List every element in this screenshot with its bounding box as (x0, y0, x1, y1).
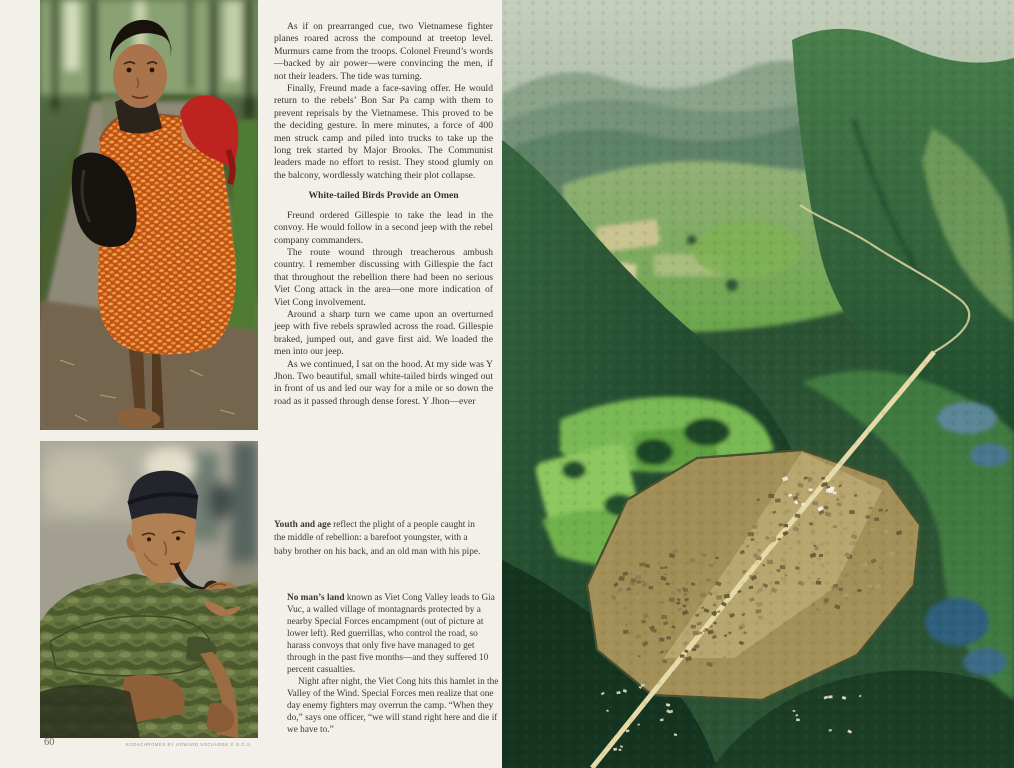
caption-youth-and-age (274, 519, 486, 559)
article-paragraph: As if on prearranged cue, two Vietnamese fighter planes roared across the compound at treetop level. Murmurs came from the troops. Colonel Freund’s words—backed by air power—were convincing the men, if not their leaders. The tide was turning. (274, 21, 493, 82)
article-paragraph: Finally, Freund made a face-saving offer. He would return to the rebels’ Bon Sar Pa camp with them to prevent reprisals by the Vietnamese. This proved to be the deciding gesture. In mere minutes, a force of 400 men struck camp and piled into trucks to take up the long trek started by Major Brooks. The Communist leaders made no effort to resist. They stood glumly on the balcony, wordlessly watching their plot collapse. (274, 83, 493, 181)
old-man-photo-illustration (40, 441, 258, 738)
article-paragraph: Around a sharp turn we came upon an overturned jeep with five rebels sprawled across the road. Gillespie braked, jumped out, and gave first aid. We loaded the men into our jeep. (274, 308, 493, 358)
caption-lead: No man’s land (287, 593, 345, 603)
boy-photo-illustration (40, 0, 258, 430)
article-paragraph: As we continued, I sat on the hood. At my side was Y Jhon. Two beautiful, small white-tailed birds winged out in front of us and led our way for a mile or so down the road as it passed through dense forest. Y Jhon—ever (274, 358, 493, 407)
article-text-column (274, 21, 493, 408)
caption-text: reflect the plight of a people caught in the middle of rebellion: a barefoot youngster, with a baby brother on his back, and an old man with his pipe. (274, 520, 481, 557)
photo-old-man-with-pipe (40, 441, 258, 738)
caption-no-mans-land (287, 592, 501, 736)
caption-lead: Youth and age (274, 520, 331, 530)
caption-text: known as Viet Cong Valley leads to Gia Vuc, a walled village of montagnards protected by a nearby Special Forces encampment (out of picture at lower left). Red guerrillas, who control the road, so harass convoys that only five have managed to get through in the past five months—and they suffered 10 percent casualties. (287, 593, 495, 675)
section-heading: White-tailed Birds Provide an Omen (308, 190, 459, 202)
photo-boy-with-baby (40, 0, 258, 430)
article-paragraph: Freund ordered Gillespie to take the lead in the convoy. He would follow in a second jeep with the rebel company commanders. (274, 209, 493, 246)
article-paragraph: The route wound through treacherous ambush country. I remember discussing with Gillespie the fact that throughout the rebellion there had been no serious Viet Cong attack in the area—one more indication of Viet Cong involvement. (274, 246, 493, 308)
page-number: 60 (44, 737, 55, 748)
photo-aerial-valley (502, 0, 1014, 768)
aerial-valley-illustration (502, 0, 1014, 768)
photo-credit: KODACHROMES BY HOWARD SOCHUREK © N.G.S. (125, 742, 253, 747)
caption-paragraph (287, 592, 501, 676)
caption-paragraph: Night after night, the Viet Cong hits this hamlet in the Valley of the Wind. Special Forces men realize that one day enemy fighters may overrun the camp. “When they do,” says one officer, “we will stand right here and die if we have to.” (287, 677, 499, 735)
